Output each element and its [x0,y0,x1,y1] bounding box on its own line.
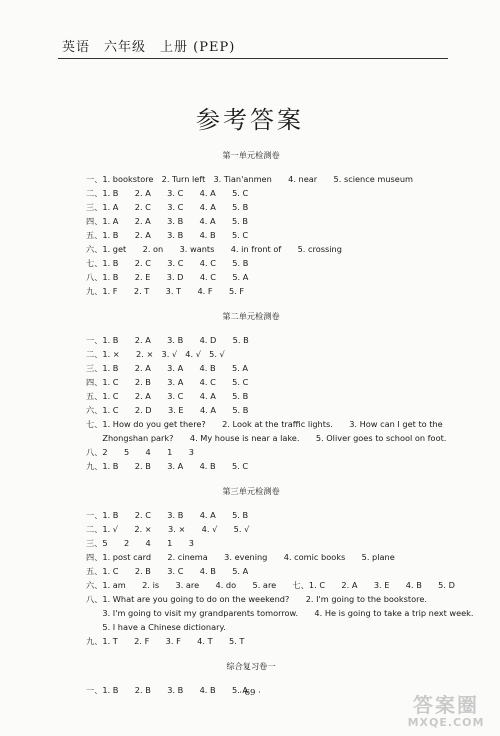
answer-line: 六、1. get 2. on 3. wants 4. in front of 5. crossing [86,244,342,254]
answer-line: 八、1. B 2. E 3. D 4. C 5. A [86,272,249,282]
answer-line: 七、1. B 2. C 3. C 4. C 5. B [86,258,249,268]
answer-line: 四、1. post card 2. cinema 3. evening 4. comic books 5. plane [86,552,395,562]
page-number: · 69 · [239,688,261,698]
answer-line: 三、5 2 4 1 3 [86,538,194,548]
answer-line: 二、1. × 2. × 3. √ 4. √ 5. √ [86,349,225,359]
answer-line: 三、1. A 2. C 3. C 4. A 5. B [86,202,249,212]
running-header: 英语 六年级 上册 (PEP) [62,40,236,55]
answer-line: 六、1. am 2. is 3. are 4. do 5. are 七、1. C 2. A 3. E 4. B 5. D [86,580,455,590]
answer-line: 五、1. C 2. B 3. C 4. B 5. A [86,566,249,576]
section-title: 综合复习卷一 [226,661,276,671]
answer-line: 五、1. C 2. A 3. C 4. A 5. B [86,391,249,401]
header-rule [58,58,448,59]
answer-line: 九、1. F 2. T 3. T 4. F 5. F [86,286,245,296]
section-unit-2 [86,309,496,473]
answer-line: 一、1. B 2. A 3. B 4. D 5. B [86,335,249,345]
answer-line: 5. I have a Chinese dictionary. [86,622,226,632]
answer-line: 六、1. C 2. D 3. E 4. A 5. B [86,405,249,415]
watermark-url: MXQE.COM [407,716,485,729]
page-title: 参考答案 [196,106,304,134]
section-unit-1 [86,148,496,298]
answer-line: 二、1. B 2. A 3. C 4. A 5. C [86,188,249,198]
answer-content [86,148,496,708]
answer-line: 四、1. C 2. B 3. A 4. C 5. C [86,377,249,387]
section-title: 第一单元检测卷 [222,150,280,160]
answer-line: 3. I'm going to visit my grandparents tomorrow. 4. He is going to take a trip next week. [86,608,474,618]
answer-line: 八、2 5 4 1 3 [86,447,194,457]
answer-line: 九、1. B 2. B 3. A 4. B 5. C [86,461,249,471]
answer-line: 一、1. bookstore 2. Turn left 3. Tian'anmen 4. near 5. science museum [86,174,413,184]
answer-line: Zhongshan park? 4. My house is near a lake. 5. Oliver goes to school on foot. [86,433,447,443]
answer-line: 七、1. How do you get there? 2. Look at the traffic lights. 3. How can I get to the [86,419,443,429]
watermark [400,693,492,732]
section-title: 第三单元检测卷 [222,486,280,496]
answer-line: 一、1. B 2. B 3. B 4. B 5. A [86,685,249,695]
answer-line: 八、1. What are you going to do on the weekend? 2. I'm going to the bookstore. [86,594,427,604]
watermark-logo: 答案圈 [413,693,479,717]
answer-line: 一、1. B 2. C 3. B 4. A 5. B [86,510,249,520]
section-title: 第二单元检测卷 [222,311,280,321]
answer-line: 五、1. B 2. A 3. B 4. B 5. C [86,230,249,240]
answer-line: 二、1. √ 2. × 3. × 4. √ 5. √ [86,524,250,534]
section-unit-3 [86,484,496,648]
answer-line: 三、1. B 2. A 3. A 4. B 5. A [86,363,248,373]
answer-line: 九、1. T 2. F 3. F 4. T 5. T [86,636,245,646]
answer-line: 四、1. A 2. A 3. B 4. A 5. B [86,216,248,226]
